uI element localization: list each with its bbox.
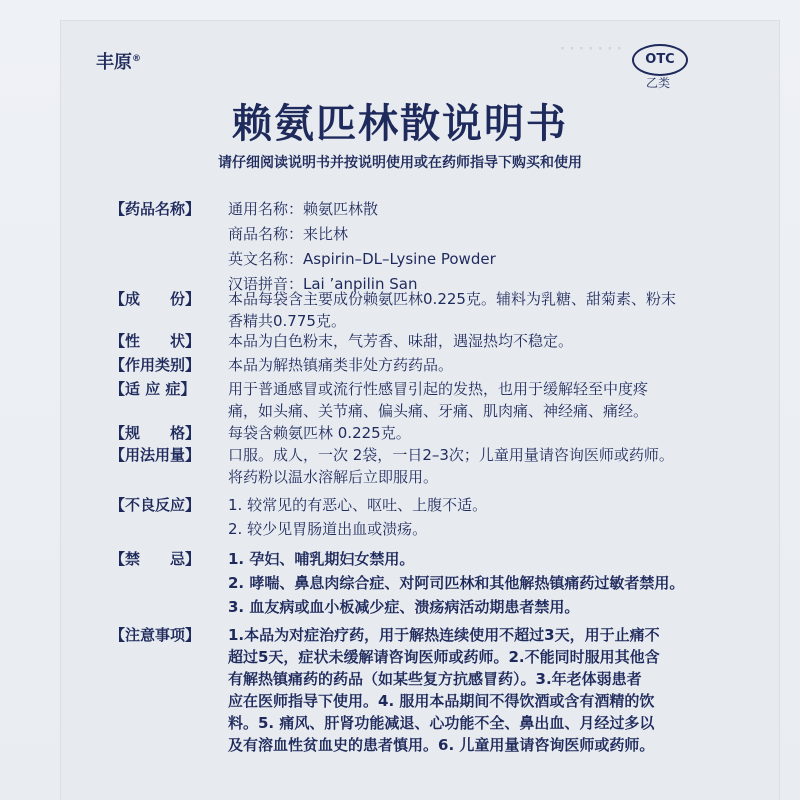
section-content	[228, 444, 706, 488]
section-content	[228, 330, 706, 352]
trade-name: 商品名称：来比林	[228, 225, 349, 243]
document-subtitle: 请仔细阅读说明书并按说明使用或在药师指导下购买和使用	[218, 155, 582, 171]
text-line: 有解热镇痛药的药品（如某些复方抗感冒药）。3.年老体弱患者	[228, 670, 642, 688]
text-line: 香精共0.775克。	[228, 312, 346, 330]
text-line: 每袋含赖氨匹林 0.225克。	[228, 424, 411, 442]
section-content	[228, 548, 706, 618]
text-line: 料。5. 痛风、肝肾功能减退、心功能不全、鼻出血、月经过多以	[228, 714, 655, 732]
text-line: 2. 哮喘、鼻息肉综合症、对阿司匹林和其他解热镇痛药过敏者禁用。	[228, 574, 685, 592]
text-line: 本品为解热镇痛类非处方药药品。	[228, 356, 454, 374]
section-label: 【性 状】	[110, 332, 201, 350]
text-line: 将药粉以温水溶解后立即服用。	[228, 468, 439, 486]
section-content	[228, 422, 706, 444]
otc-badge: OTC	[632, 44, 688, 76]
section-label: 【成 份】	[110, 290, 201, 308]
section-label: 【规 格】	[110, 424, 201, 442]
section-content	[228, 288, 706, 332]
text-line: 应在医师指导下使用。4. 服用本品期间不得饮酒或含有酒精的饮	[228, 692, 655, 710]
section-content	[228, 494, 706, 540]
text-line: 3. 血友病或血小板减少症、溃疡病活动期患者禁用。	[228, 598, 580, 616]
section-label: 【注意事项】	[110, 626, 201, 644]
section-content	[228, 378, 706, 422]
english-name: 英文名称：Aspirin–DL–Lysine Powder	[228, 250, 496, 268]
section-label: 【适 应 症】	[110, 380, 196, 398]
text-line: 2. 较少见胃肠道出血或溃疡。	[228, 520, 428, 538]
section-content	[228, 624, 706, 756]
section-content	[228, 354, 706, 376]
section-label: 【作用类别】	[110, 356, 201, 374]
text-line: 口服。成人，一次 2袋，一日2–3次；儿童用量请咨询医师或药师。	[228, 446, 674, 464]
text-line: 及有溶血性贫血史的患者慎用。6. 儿童用量请咨询医师或药师。	[228, 736, 655, 754]
pinyin-name: 汉语拼音：Lai ’anpilin San	[228, 275, 418, 293]
otc-category: 乙类	[646, 76, 671, 90]
section-label: 【禁 忌】	[110, 550, 201, 568]
text-line: 本品每袋含主要成份赖氨匹林0.225克。辅料为乳糖、甜菊素、粉末	[228, 290, 676, 308]
section-label: 【用法用量】	[110, 446, 201, 464]
text-line: 1. 孕妇、哺乳期妇女禁用。	[228, 550, 415, 568]
generic-name: 通用名称：赖氨匹林散	[228, 200, 379, 218]
text-line: 1. 较常见的有恶心、呕吐、上腹不适。	[228, 496, 488, 514]
section-label: 【药品名称】	[110, 200, 201, 218]
section-label: 【不良反应】	[110, 496, 201, 514]
bleed-through-text: · · · · · · ·	[560, 42, 622, 57]
brand-logo	[96, 48, 141, 74]
section-content	[228, 198, 706, 295]
brand-name: 丰原	[96, 52, 132, 73]
registered-mark: ®	[132, 54, 141, 64]
text-line: 超过5天，症状未缓解请咨询医师或药师。2.不能同时服用其他含	[228, 648, 660, 666]
text-line: 本品为白色粉末，气芳香、味甜，遇湿热均不稳定。	[228, 332, 574, 350]
text-line: 痛，如头痛、关节痛、偏头痛、牙痛、肌肉痛、神经痛、痛经。	[228, 402, 649, 420]
text-line: 1.本品为对症治疗药，用于解热连续使用不超过3天，用于止痛不	[228, 626, 660, 644]
document-title: 赖氨匹林散说明书	[232, 101, 568, 147]
text-line: 用于普通感冒或流行性感冒引起的发热，也用于缓解轻至中度疼	[228, 380, 649, 398]
